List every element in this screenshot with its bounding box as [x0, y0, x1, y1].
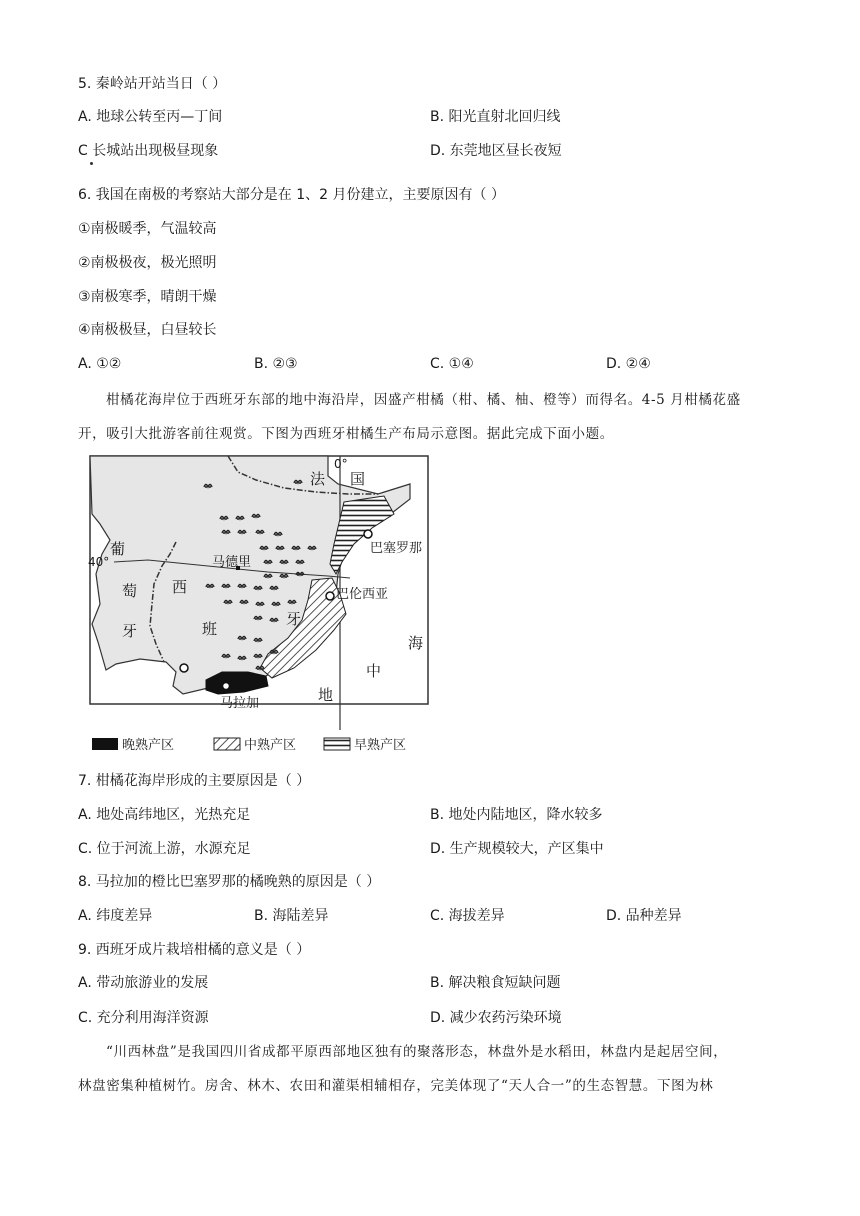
q6-option-c: C. ①④	[430, 356, 474, 372]
label-xi: 西	[172, 578, 188, 596]
label-valencia: 巴伦西亚	[336, 587, 389, 602]
q6-option-b: B. ②③	[254, 356, 298, 372]
legend-late-label: 晚熟产区	[122, 738, 175, 753]
print-dot-mark	[90, 162, 93, 165]
q7-option-b: B. 地处内陆地区，降水较多	[430, 807, 603, 823]
q6-item-2: ②南极极夜，极光照明	[78, 255, 217, 271]
q7-option-a: A. 地处高纬地区，光热充足	[78, 807, 251, 823]
valencia-marker	[326, 592, 334, 600]
q9-stem: 9. 西班牙成片栽培柑橘的意义是（ ）	[78, 942, 311, 958]
q8-option-a: A. 纬度差异	[78, 908, 153, 924]
malaga-marker	[223, 683, 230, 690]
q8-option-d: D. 品种差异	[606, 908, 682, 924]
q5-option-b: B. 阳光直射北回归线	[430, 109, 561, 125]
label-40-degree: 40°	[88, 555, 110, 569]
label-guo: 国	[350, 470, 366, 488]
q6-item-4: ④南极极昼，白昼较长	[78, 322, 217, 338]
q6-option-a: A. ①②	[78, 356, 122, 372]
label-zhong: 中	[366, 662, 382, 680]
passage2-line2: 林盘密集种植树竹。房舍、林木、农田和灌渠相辅相存，完美体现了“天人合一”的生态智慧。下图为林	[78, 1078, 714, 1094]
label-di: 地	[318, 686, 334, 704]
legend-mid-label: 中熟产区	[244, 738, 297, 753]
q5-option-d: D. 东莞地区昼长夜短	[430, 143, 562, 159]
label-madrid: 马德里	[212, 555, 252, 570]
q8-option-b: B. 海陆差异	[254, 908, 329, 924]
q9-option-d: D. 减少农药污染环境	[430, 1010, 562, 1026]
label-spain-ya: 牙	[286, 610, 302, 628]
q6-item-3: ③南极寒季，晴朗干燥	[78, 289, 217, 305]
passage2-line1: “川西林盘”是我国四川省成都平原西部地区独有的聚落形态，林盘外是水稻田，林盘内是起居空间，	[106, 1044, 728, 1060]
label-malaga: 马拉加	[220, 696, 260, 711]
label-barcelona: 巴塞罗那	[370, 541, 423, 556]
q7-option-d: D. 生产规模较大，产区集中	[430, 841, 604, 857]
passage1-line1: 柑橘花海岸位于西班牙东部的地中海沿岸，因盛产柑橘（柑、橘、柚、橙等）而得名。4-5 月柑橘花盛	[106, 392, 741, 408]
q9-option-c: C. 充分利用海洋资源	[78, 1010, 209, 1026]
legend-late-swatch	[92, 738, 118, 750]
q5-option-c: C 长城站出现极昼现象	[78, 143, 219, 159]
q7-option-c: C. 位于河流上游，水源充足	[78, 841, 251, 857]
q7-stem: 7. 柑橘花海岸形成的主要原因是（ ）	[78, 773, 311, 789]
q6-option-d: D. ②④	[606, 356, 651, 372]
q9-option-b: B. 解决粮食短缺问题	[430, 975, 561, 991]
label-hai: 海	[408, 634, 424, 652]
passage1-line2: 开，吸引大批游客前往观赏。下图为西班牙柑橘生产布局示意图。据此完成下面小题。	[78, 426, 614, 442]
q6-item-1: ①南极暖季，气温较高	[78, 221, 217, 237]
q6-stem: 6. 我国在南极的考察站大部分是在 1、2 月份建立，主要原因有（ ）	[78, 187, 505, 203]
legend-early-swatch	[324, 738, 350, 750]
label-0-degree: 0°	[334, 457, 348, 471]
label-pu: 葡	[110, 540, 126, 558]
q8-stem: 8. 马拉加的橙比巴塞罗那的橘晚熟的原因是（ ）	[78, 874, 381, 890]
label-ban: 班	[202, 620, 218, 638]
q8-option-c: C. 海拔差异	[430, 908, 505, 924]
map-legend	[92, 737, 406, 753]
spain-citrus-map	[88, 454, 430, 754]
q5-stem: 5. 秦岭站开站当日（ ）	[78, 76, 227, 92]
label-portugal-ya: 牙	[122, 622, 138, 640]
label-tao: 萄	[122, 582, 138, 600]
label-fa: 法	[310, 470, 326, 488]
legend-mid-swatch	[214, 738, 240, 750]
q9-option-a: A. 带动旅游业的发展	[78, 975, 209, 991]
barcelona-marker	[364, 530, 372, 538]
legend-early-label: 早熟产区	[354, 738, 407, 753]
seville-marker	[180, 664, 188, 672]
q5-option-a: A. 地球公转至丙—丁间	[78, 109, 223, 125]
